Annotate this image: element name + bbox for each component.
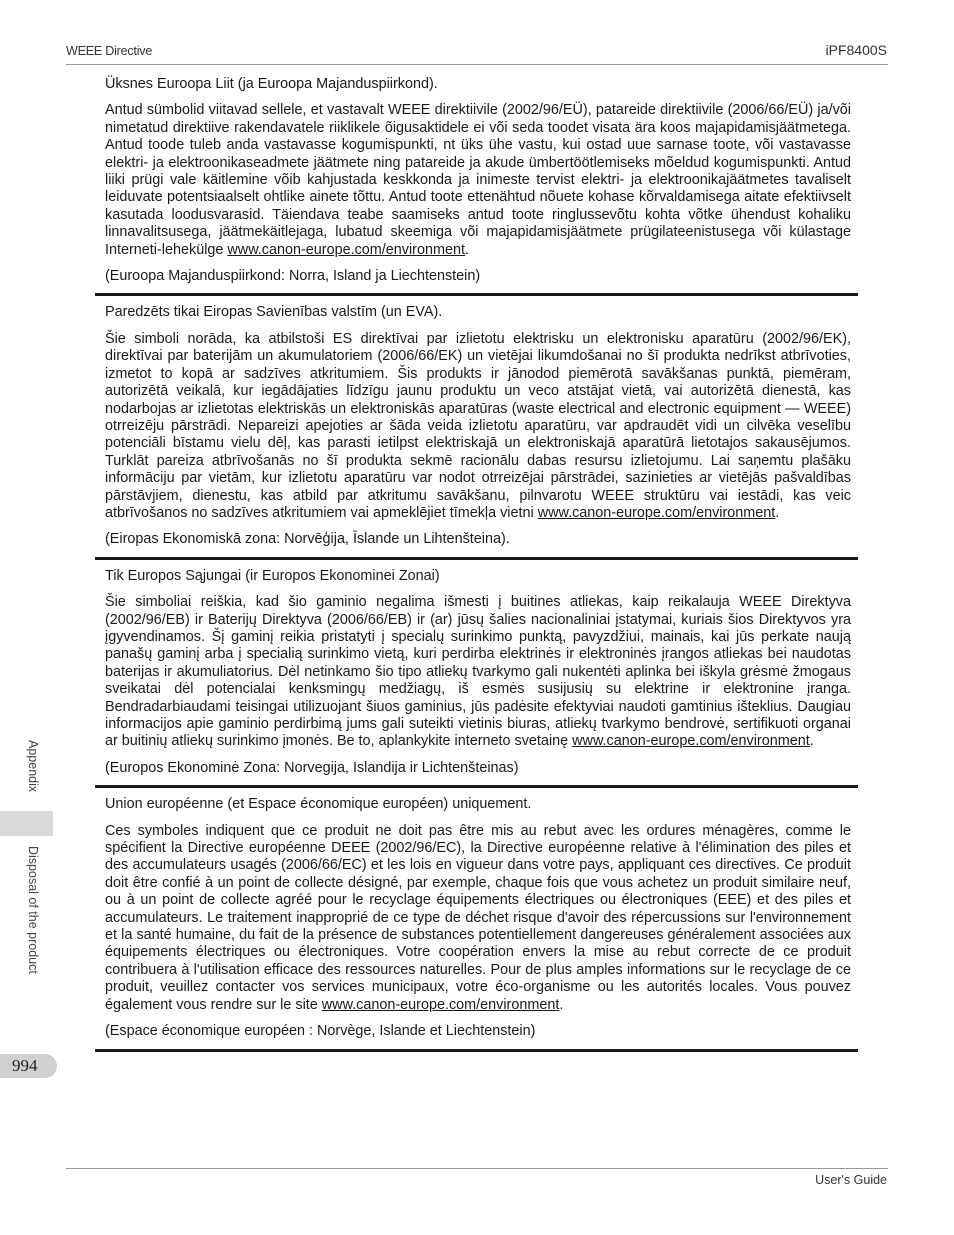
section-body <box>105 331 851 522</box>
body-text: Antud sümbolid viitavad sellele, et vastavalt WEEE direktiivile (2002/96/EÜ), patareide direktiivile (2006/66/EÜ) ja/või nimetatud direktiive rakendavatele riiklikele õigusaktidele ei või seda toodet visata ära koos majapidamisjäätmetega. Antud toode tuleb anda vastavasse kogumispunkti, nt üks ühe vastu, kui ostad uue sarnase toote, või vastavasse elektri- ja elektroonikaseadmete jäätmete ning patareide ja akude ümbertöötlemiseks mõeldud kogumispunkti. Antud liiki prügi vale käitlemine võib kahjustada keskkonda ja inimeste tervist elektri- ja elektroonikajäätmetes tavaliselt leiduvate potentsiaalselt ohtlike ainete tõttu. Antud toote ettenähtud nõuete kohase kõrvaldamisega aitate efektiivselt kasutada loodusvarasid. Täiendava teabe saamiseks antud toote ringlussevõtu kohta võtke ühendust kohaliku linnavalitsusega, jäätmekäitlejaga, lubatud skeemiga või majapidamisjäätmete prügilateenistusega või külastage Interneti-lehekülge <box>105 102 851 258</box>
section-heading: Üksnes Euroopa Liit (ja Euroopa Majanduspiirkond). <box>105 76 438 92</box>
body-text: Šie simboliai reiškia, kad šio gaminio negalima išmesti į buitines atliekas, kaip reikalauja WEEE Direktyva (2002/96/EB) ir Baterijų Direktyva (2006/66/EB) ir (ar) jūsų šalies nacionaliniai įstatymai, kuriais šios Direktyvos yra įgyvendinamos. Šį gaminį reikia pristatyti į specialų surinkimo punktą, pavyzdžiui, mainais, kai jūs perkate naują panašų gaminį arba į specialią surinkimo vietą, kuri perdirba elektrinės ir elektroninės įrangos atliekas bei naudotas baterijas ir akumuliatorius. Dėl netinkamo šio tipo atliekų tvarkymo gali nukentėti aplinka bei iškyla grėsmė žmogaus sveikatai dėl potencialai kenksmingų medžiagų, iš esmės susijusių su elektrine ir elektronine įranga. Bendradarbiaudami teisingai utilizuojant šiuos gaminius, jūs padėsite efektyviai naudoti gamtinius išteklius. Daugiau informacijos apie gaminio perdirbimą jums gali suteikti vietinis biuras, atliekų tvarkymo bendrovė, sertifikuoti organai ar buitinių atliekų surinkimo įmonės. Be to, aplankykite interneto svetainę <box>105 594 851 750</box>
page-number: 994 <box>12 1056 38 1075</box>
environment-link[interactable]: www.canon-europe.com/environment <box>537 504 776 521</box>
section-body <box>105 102 851 259</box>
sidebar-subchapter-label: Disposal of the product <box>26 846 40 974</box>
section-footnote: (Eiropas Ekonomiskā zona: Norvēģija, Īslande un Lihtenšteina). <box>105 531 510 548</box>
body-tail: . <box>559 996 564 1013</box>
body-tail: . <box>464 241 469 258</box>
running-footer-guide: User's Guide <box>815 1173 887 1187</box>
environment-link[interactable]: www.canon-europe.com/environment <box>321 996 560 1013</box>
environment-link[interactable]: www.canon-europe.com/environment <box>227 241 465 258</box>
running-header-model: iPF8400S <box>825 42 887 58</box>
section-lithuanian <box>95 568 858 777</box>
sidebar-chapter-marker <box>0 811 53 836</box>
body-text: Ces symboles indiquent que ce produit ne doit pas être mis au rebut avec les ordures ménagères, comme le spécifient la Directive européenne DEEE (2002/96/EC), la Directive européenne relative à l'élimination des piles et des accumulateurs usagés (2006/66/EC) et les lois en vigueur dans votre pays, appliquant ces directives. Ce produit doit être confié à un point de collecte désigné, par exemple, chaque fois que vous achetez un produit similaire neuf, ou à un point de collecte agréé pour le recyclage équipements électriques ou électroniques (EEE) et des piles et accumulateurs. Le traitement inapproprié de ce type de déchet risque d'avoir des répercussions sur l'environnement et la santé humaine, du fait de la présence de substances potentiellement dangereuses généralement associées aux équipements électriques ou électroniques. Votre coopération envers la mise au rebut correcte de ce produit contribuera à l'utilisation efficace des ressources naturelles. Pour de plus amples informations sur le recyclage de ce produit, veuillez contacter vos services municipaux, votre éco-organisme ou les autorités locales. Vous pouvez également vous rendre sur le site <box>105 822 851 1013</box>
environment-link[interactable]: www.canon-europe.com/environment <box>572 733 810 750</box>
section-heading: Tik Europos Sąjungai (ir Europos Ekonominei Zonai) <box>105 567 440 584</box>
section-body <box>105 594 851 751</box>
section-footnote: (Europos Ekonominė Zona: Norvegija, Islandija ir Lichtenšteinas) <box>105 759 519 776</box>
document-content <box>95 76 858 1060</box>
sidebar-chapter-label: Appendix <box>26 740 40 793</box>
body-tail: . <box>775 504 780 521</box>
footer-rule <box>66 1168 888 1169</box>
section-body <box>105 823 851 1014</box>
section-latvian <box>95 304 858 548</box>
section-divider <box>95 785 858 788</box>
body-tail: . <box>809 733 814 750</box>
running-header-section: WEEE Directive <box>66 44 153 58</box>
section-footnote: (Euroopa Majanduspiirkond: Norra, Island ja Liechtenstein) <box>105 268 481 285</box>
section-estonian <box>95 76 858 285</box>
section-divider <box>95 293 858 296</box>
section-heading: Union européenne (et Espace économique européen) uniquement. <box>105 796 532 813</box>
section-footnote: (Espace économique européen : Norvège, Islande et Liechtenstein) <box>105 1023 536 1040</box>
section-heading: Paredzēts tikai Eiropas Savienības valstīm (un EVA). <box>105 304 443 321</box>
body-text: Šie simboli norāda, ka atbilstoši ES direktīvai par izlietotu elektrisku un elektronisku aparatūru (2002/96/EK), direktīvai par baterijām un akumulatoriem (2006/66/EK) un vietējai likumdošanai no šī produkta nedrīkst atbrīvoties, izmetot to kopā ar sadzīves atkritumiem. Šis produkts ir jānodod piemērotā savākšanas punktā, piemēram, autorizētā veikalā, kur iegādājaties līdzīgu jaunu produktu un veco atstājat vietā, vai autorizētā dienestā, kas nodarbojas ar izlietotas elektriskās un elektroniskās aparatūras (waste electrical and electronic equipment — WEEE) otrreizēju pārstrādi. Nepareizi apejoties ar šāda veida izlietotu aparatūru, var apdraudēt vidi un cilvēka veselību potenciāli bīstamu vielu dēļ, kas parasti ietilpst elektriskajā un elektroniskajā aparatūrā lietotajos sakausējumos. Turklāt pareiza atbrīvošanās no šī produkta sekmē racionālu dabas resursu izlietojumu. Lai saņemtu plašāku informāciju par vietām, kur izlietotu aparatūru var nodot otrreizējai pārstrādei, sazinieties ar vietējās pašvaldības pārstāvjiem, dienestu, kas atbild par atkritumu savākšanu, pilnvarotu WEEE struktūru vai iestādi, kas veic atbrīvošanos no sadzīves atkritumiem vai apmeklējiet tīmekļa vietni <box>105 330 851 521</box>
section-french <box>95 796 858 1040</box>
section-divider <box>95 1049 858 1052</box>
header-rule <box>66 64 888 65</box>
section-divider <box>95 557 858 560</box>
